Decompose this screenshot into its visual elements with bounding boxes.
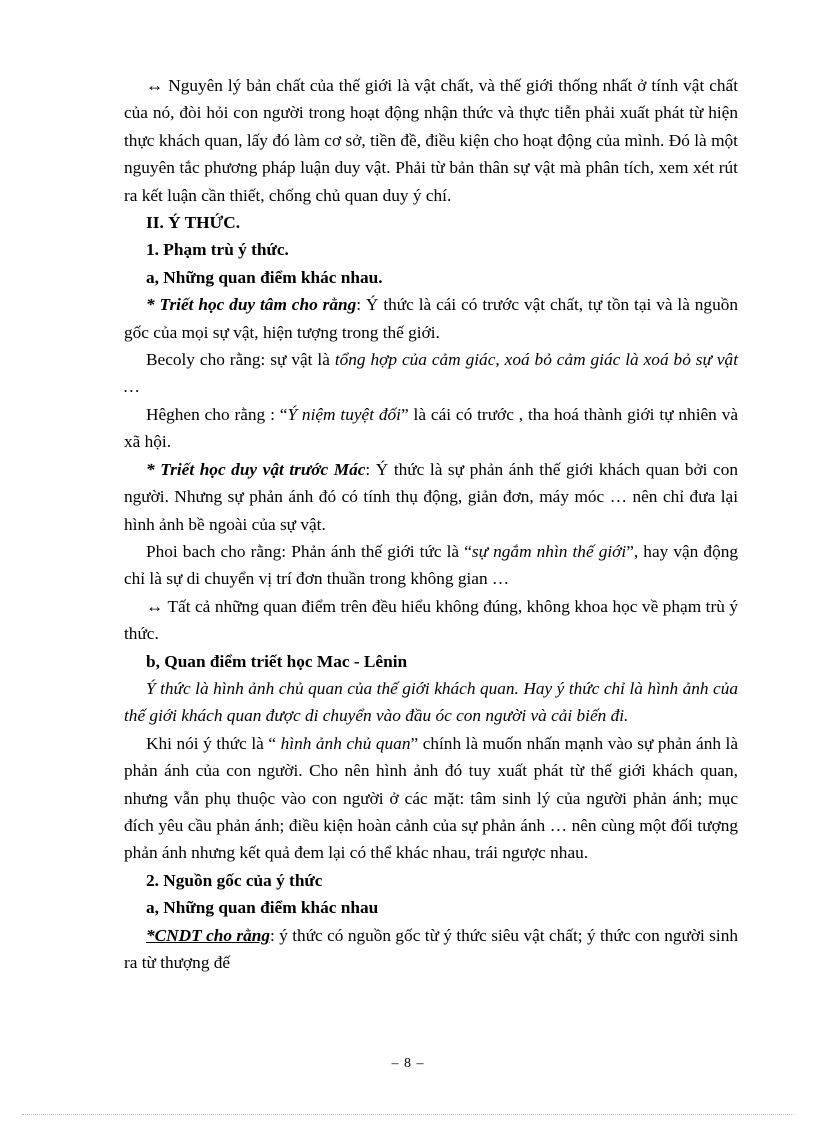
subsection-heading-1: 1. Phạm trù ý thức. (146, 240, 289, 260)
paragraph-definition: Ý thức là hình ảnh chủ quan của thế giới khách quan. Hay ý thức chỉ là hình ảnh của thế giới khách quan được di chuyển vào đầu óc con người và cải biến đi. (124, 678, 738, 726)
paragraph-italic: hình ảnh chủ quan (280, 733, 411, 753)
paragraph-lead: *CNDT cho rằng (146, 925, 271, 945)
paragraph-text: ” chính là muốn nhấn mạnh vào sự phản ánh là phản ánh của con người. Cho nên hình ảnh đó tuy xuất phát từ thế giới khách quan, nhưng vẫn phụ thuộc vào con người ở các mặt: tâm sinh lý của người phản ánh; mục đích yêu cầu phản ánh; điều kiện hoàn cảnh của sự phản ánh … nên cùng một đối tượng phản ánh nhưng kết quả đem lại có thể khác nhau, trái ngược nhau. (124, 733, 738, 863)
paragraph (124, 456, 738, 538)
paragraph-italic: sự ngắm nhìn thế giới (471, 541, 627, 561)
paragraph: ↔ Tất cả những quan điểm trên đều hiểu không đúng, không khoa học về phạm trù ý thức. (124, 596, 738, 644)
paragraph: ↔ Nguyên lý bản chất của thế giới là vật chất, và thế giới thống nhất ở tính vật chất của nó, đòi hỏi con người trong hoạt động nhận thức và thực tiễn phải xuất phát từ hiện thực khách quan, lấy đó làm cơ sở, tiền đề, điều kiện cho hoạt động của mình. Đó là một nguyên tắc phương pháp luận duy vật. Phải từ bản thân sự vật mà phân tích, xem xét rút ra kết luận cần thiết, chống chủ quan duy ý chí. (124, 76, 738, 205)
paragraph-text: ”, hay vận động chỉ là sự di chuyển vị trí đơn thuần trong không gian … (124, 541, 738, 589)
paragraph-text: : ý thức có nguồn gốc từ ý thức siêu vật chất; ý thức con người sinh ra từ thượng đế (124, 925, 738, 972)
subsection-heading-2: 2. Nguồn gốc của ý thức (146, 870, 323, 890)
paragraph-text: Phoi bach cho rằng: Phản ánh thế giới tức là “ (146, 541, 472, 561)
page-bottom-divider (22, 1114, 794, 1115)
document-body (124, 72, 738, 976)
paragraph-text: Becoly cho rằng: sự vật là (146, 350, 335, 370)
subheading-a-views: a, Những quan điểm khác nhau (146, 898, 379, 918)
paragraph (124, 291, 738, 346)
section-heading-ii: II. Ý THỨC. (146, 213, 241, 233)
paragraph-text: Khi nói ý thức là “ (146, 733, 281, 753)
paragraph (124, 730, 738, 867)
paragraph-text: : Ý thức là sự phản ánh thế giới khách quan bởi con người. Nhưng sự phản ánh đó có tính thụ động, giản đơn, máy móc … nên chỉ đưa lại hình ảnh bề ngoài của sự vật. (124, 459, 738, 534)
paragraph-lead: * Triết học duy tâm cho rằng (146, 295, 357, 315)
subheading-a-views: a, Những quan điểm khác nhau. (146, 267, 383, 287)
paragraph (124, 401, 738, 456)
paragraph (124, 346, 738, 401)
paragraph-text: : Ý thức là cái có trước vật chất, tự tồn tại và là nguồn gốc của mọi sự vật, hiện tượng trong thế giới. (124, 295, 738, 342)
page-number: – 8 – (391, 1056, 425, 1071)
paragraph (124, 922, 738, 977)
paragraph-italic: Ý niệm tuyệt đối (287, 404, 401, 424)
paragraph-text: Hêghen cho rằng : “ (146, 404, 288, 424)
paragraph-italic: tổng hợp của cảm giác, xoá bỏ cảm giác là xoá bỏ sự vật … (124, 350, 739, 397)
subheading-b-marxist: b, Quan điểm triết học Mac - Lênin (146, 651, 408, 671)
paragraph (124, 538, 738, 593)
paragraph-lead: * Triết học duy vật trước Mác (146, 459, 366, 479)
paragraph-text: ” là cái có trước , tha hoá thành giới tự nhiên và xã hội. (124, 404, 739, 452)
